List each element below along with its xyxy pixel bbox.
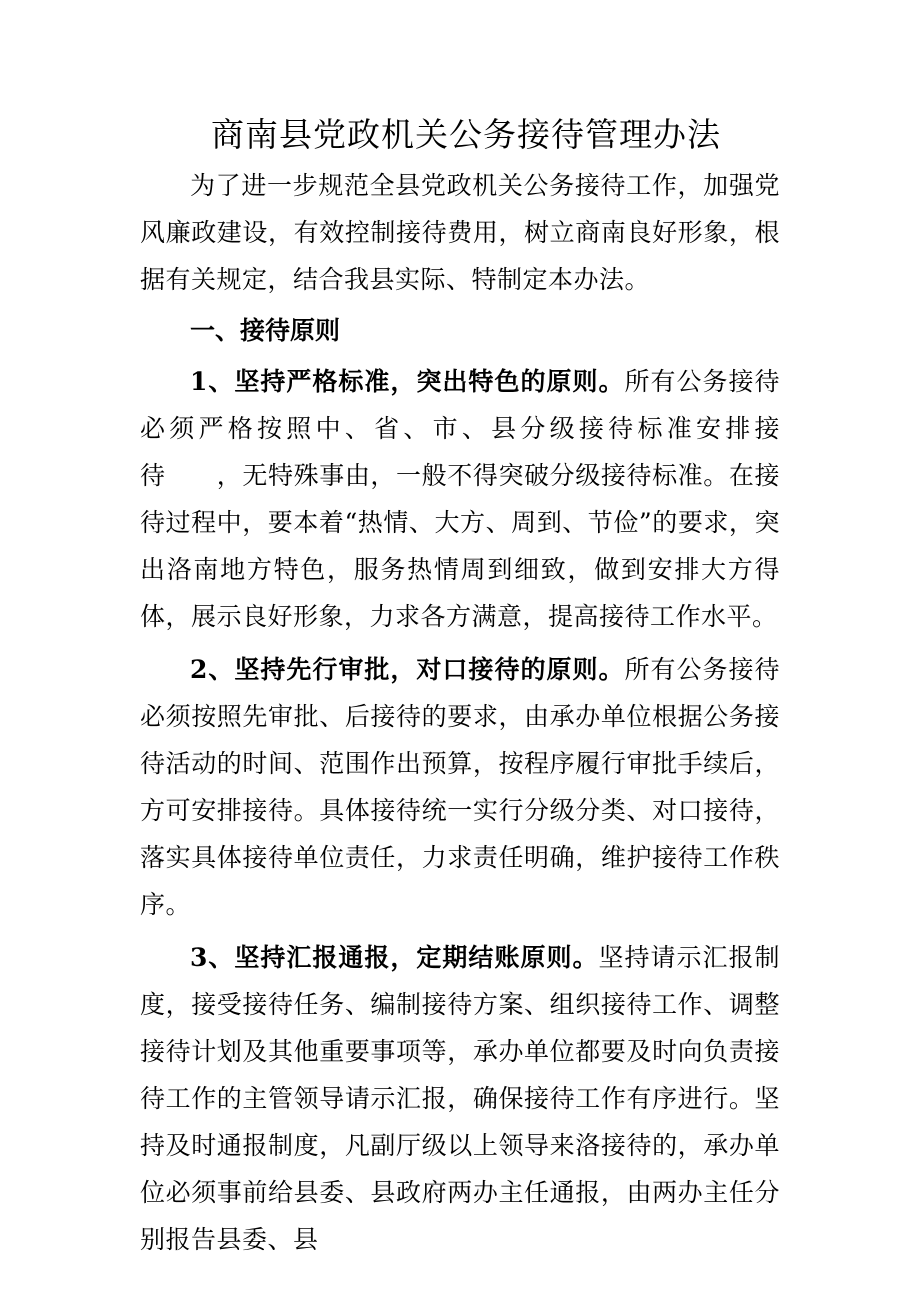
intro-paragraph: 为了进一步规范全县党政机关公务接待工作，加强党风廉政建设，有效控制接待费用，树立商南良好形象，根据有关规定，结合我县实际、特制定本办法。 [140,171,780,294]
document-title: 商南县党政机关公务接待管理办法 [211,115,721,154]
principle-item-3 [140,934,780,1263]
principle-item-2-lead: 2、坚持先行审批，对口接待的原则。 [190,655,625,684]
principle-item-1-body: 所有公务接待必须严格按照中、省、市、县分级接待标准安排接待 ，无特殊事由，一般不得突破分级接待标准。在接待过程中，要本着“热情、大方、周到、节俭”的要求，突出洛南地方特色，服务热情周到细致，做到安排大方得体，展示良好形象，力求各方满意，提高接待工作水平。 [140,367,780,631]
principle-item-2 [140,646,780,928]
document-page [140,112,780,1263]
principle-item-1-lead: 1、坚持严格标准，突出特色的原则。 [190,367,625,396]
principle-item-3-body: 坚持请示汇报制度，接受接待任务、编制接待方案、组织接待工作、调整接待计划及其他重要事项等，承办单位都要及时向负责接待工作的主管领导请示汇报，确保接待工作有序进行。坚持及时通报制度，凡副厅级以上领导来洛接待的，承办单位必须事前给县委、县政府两办主任通报，由两办主任分别报告县委、县 [140,943,780,1254]
principle-item-3-lead: 3、坚持汇报通报，定期结账原则。 [190,943,599,972]
section-heading-principles: 一、接待原则 [190,316,341,345]
principle-item-2-body: 所有公务接待必须按照先审批、后接待的要求，由承办单位根据公务接待活动的时间、范围作出预算，按程序履行审批手续后，方可安排接待。具体接待统一实行分级分类、对口接待，落实具体接待单位责任，力求责任明确，维护接待工作秩序。 [140,655,780,919]
principle-item-1 [140,358,780,640]
